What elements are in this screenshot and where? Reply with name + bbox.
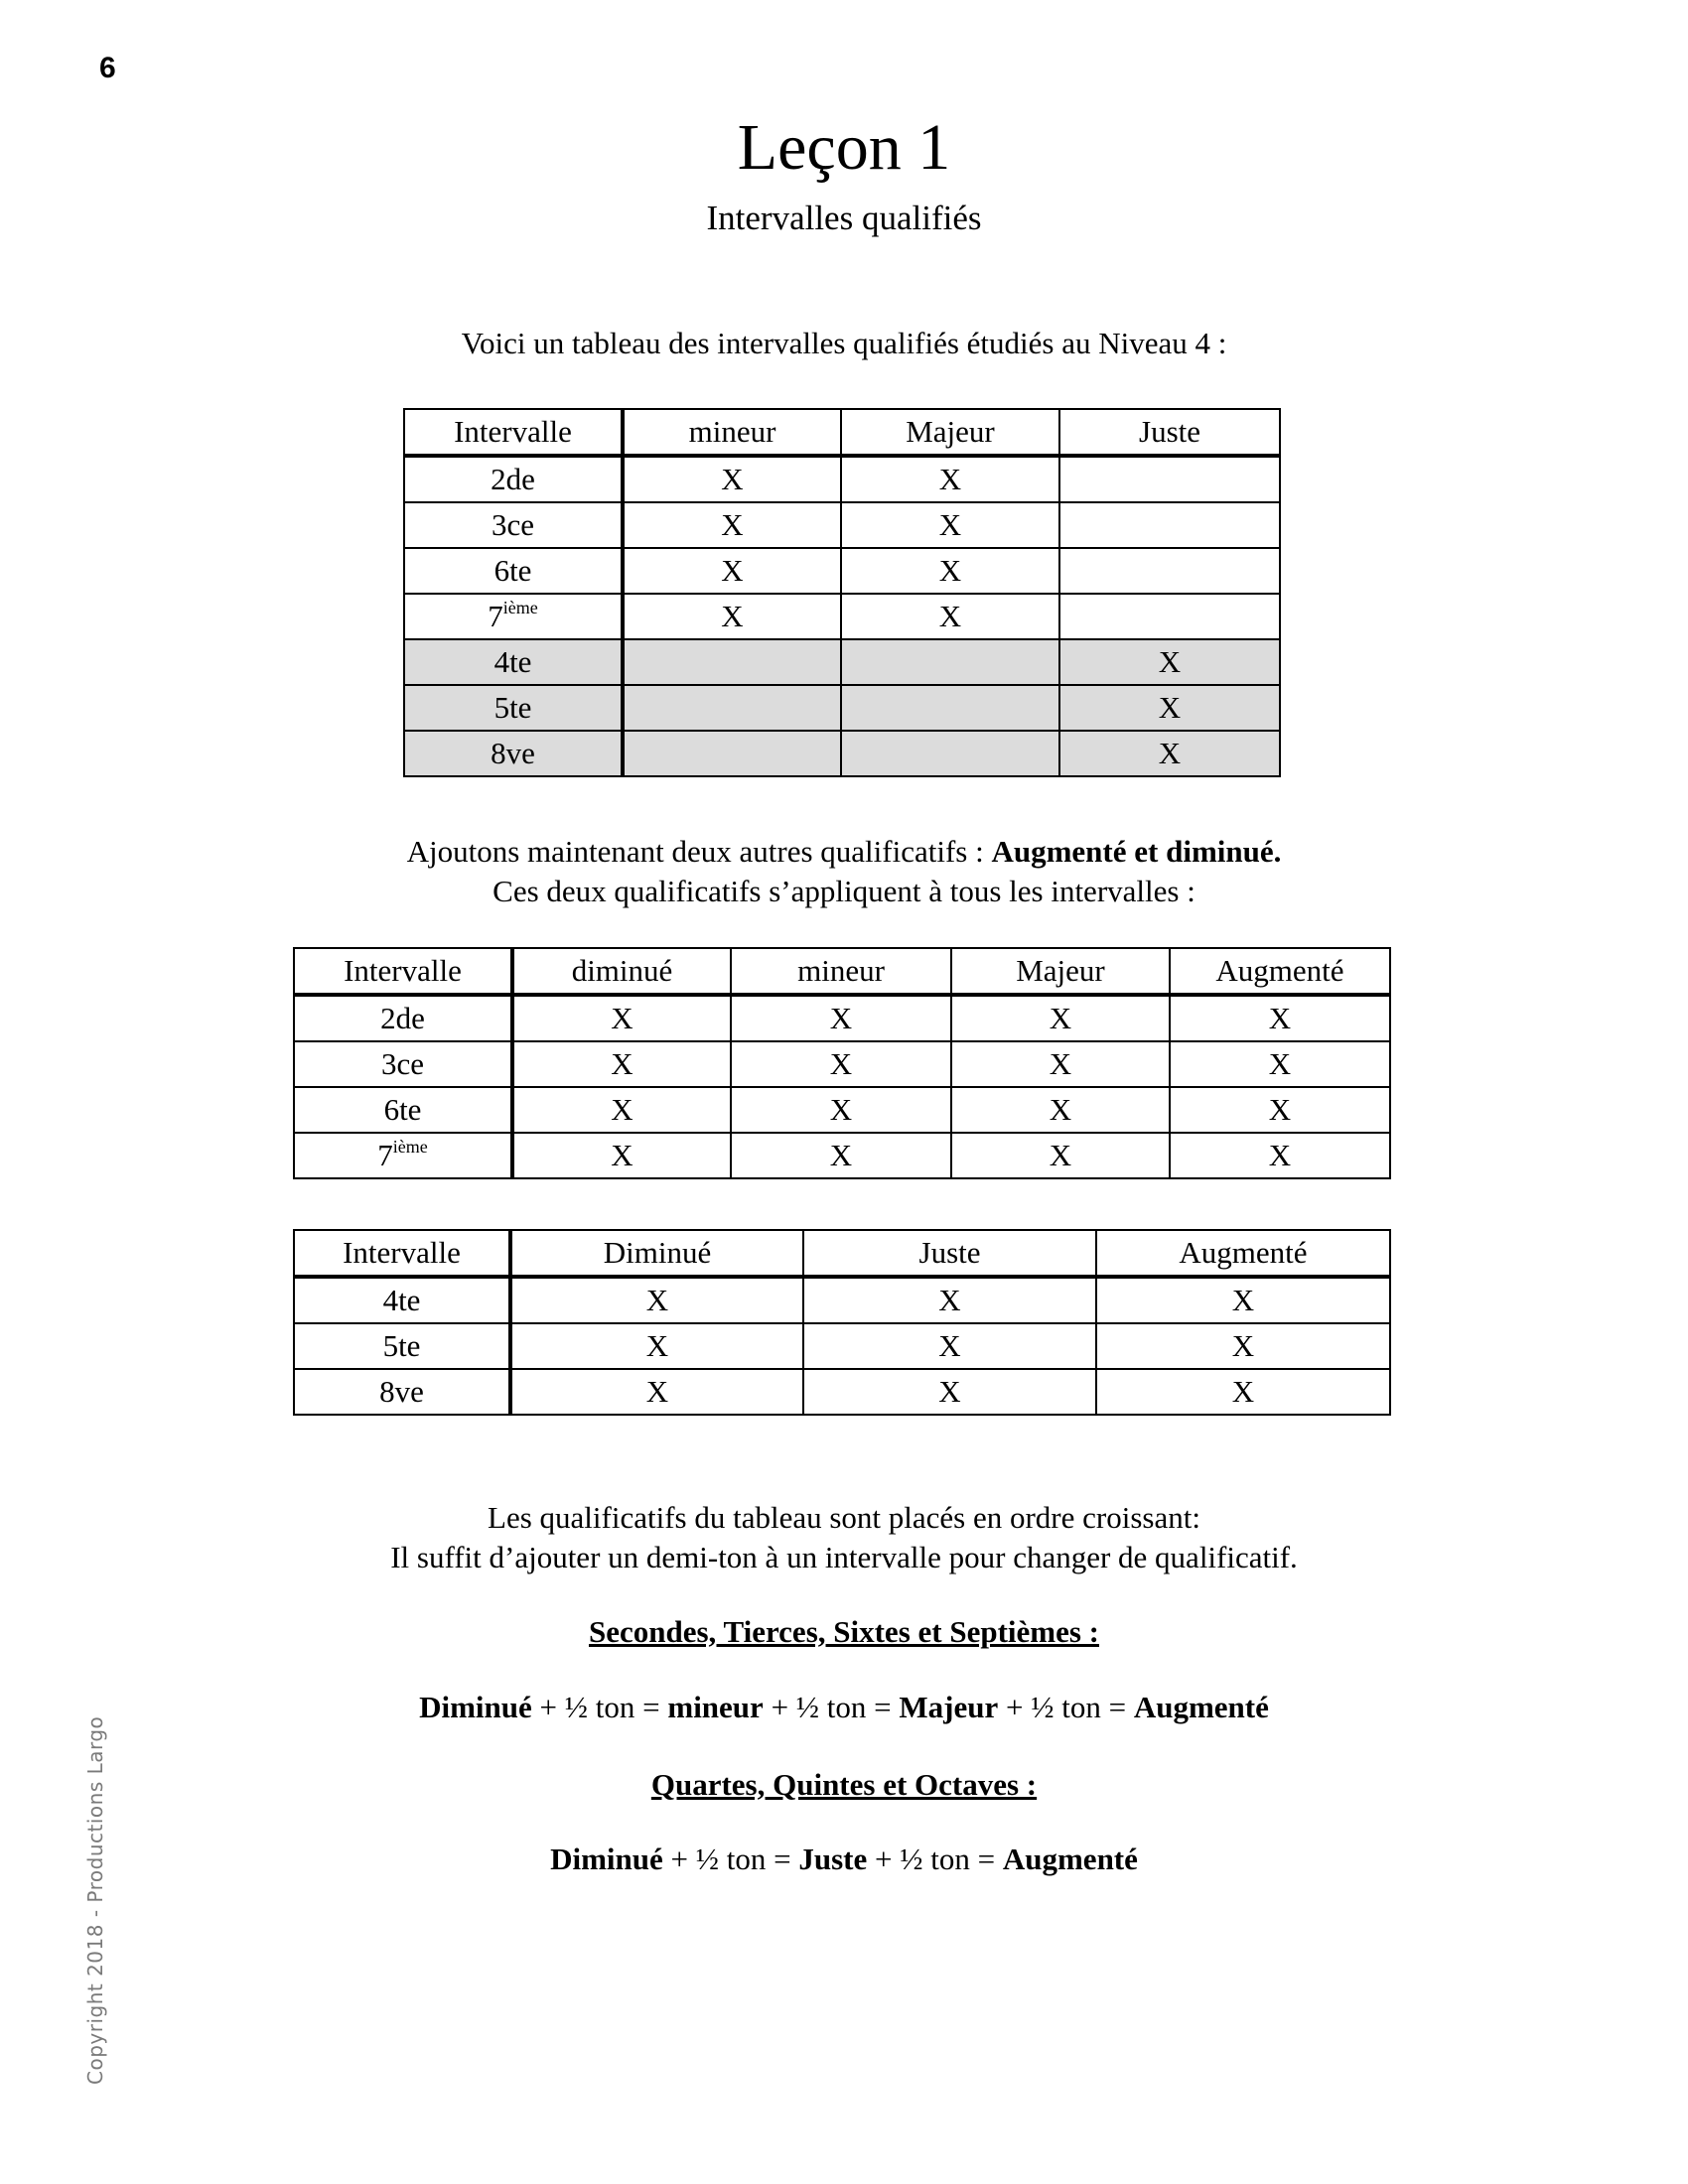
table-cell: X <box>841 548 1059 594</box>
table-cell: X <box>512 1041 731 1087</box>
table-cell: X <box>951 1041 1170 1087</box>
column-header: mineur <box>731 948 951 995</box>
table-cell <box>623 685 841 731</box>
formula-term: Diminué <box>419 1690 532 1724</box>
row-label-text: 8ve <box>491 736 535 770</box>
row-label <box>294 1041 512 1087</box>
table-cell: X <box>803 1323 1096 1369</box>
column-header: Juste <box>803 1230 1096 1277</box>
column-header: Majeur <box>951 948 1170 995</box>
table-cell: X <box>510 1323 803 1369</box>
row-label <box>294 995 512 1041</box>
row-label-text: 7 <box>488 599 503 633</box>
table-cell <box>1059 502 1280 548</box>
table-row <box>294 1133 1390 1178</box>
intervals-table-extended <box>293 947 1391 1179</box>
row-label <box>404 456 623 502</box>
table-row <box>294 1041 1390 1087</box>
row-label <box>404 685 623 731</box>
row-label-text: 2de <box>380 1001 425 1035</box>
formula-operator: + ½ ton = <box>531 1690 668 1724</box>
table-cell <box>1059 456 1280 502</box>
column-header-interval: Intervalle <box>294 1230 510 1277</box>
table-cell: X <box>623 594 841 639</box>
formula-operator: + ½ ton = <box>867 1842 1003 1876</box>
table-row <box>294 1277 1390 1323</box>
table-cell: X <box>1170 995 1390 1041</box>
row-label <box>404 731 623 776</box>
column-header: mineur <box>623 409 841 456</box>
table-cell: X <box>951 995 1170 1041</box>
table-cell: X <box>951 1133 1170 1178</box>
intro-text: Voici un tableau des intervalles qualifiés étudiés au Niveau 4 : <box>461 326 1227 360</box>
lesson-subtitle: Intervalles qualifiés <box>706 199 982 237</box>
row-label-text: 7 <box>377 1138 393 1172</box>
table-cell <box>841 731 1059 776</box>
copyright-notice: Copyright 2018 - Productions Largo <box>83 1715 107 2085</box>
row-label-text: 6te <box>383 1092 422 1127</box>
column-header: Augmenté <box>1096 1230 1390 1277</box>
table-header-row <box>294 948 1390 995</box>
order-line-1: Les qualificatifs du tableau sont placés en ordre croissant: <box>488 1500 1200 1535</box>
table-cell: X <box>623 502 841 548</box>
table-cell: X <box>1059 639 1280 685</box>
intervals-table-perfect <box>293 1229 1391 1416</box>
row-label <box>404 594 623 639</box>
table-cell: X <box>623 456 841 502</box>
order-explanation <box>0 1498 1688 1577</box>
table-row <box>294 1323 1390 1369</box>
formula-fourths <box>0 1842 1688 1877</box>
table-cell: X <box>1059 685 1280 731</box>
formula-term: Majeur <box>899 1690 999 1724</box>
row-label <box>294 1087 512 1133</box>
formula-term: mineur <box>667 1690 764 1724</box>
formula-term: Diminué <box>550 1842 663 1876</box>
table-header-row <box>404 409 1280 456</box>
table-cell <box>623 731 841 776</box>
intervals-table-level4 <box>403 408 1281 777</box>
qualifiers-intro-bold: Augmenté et diminué. <box>991 834 1282 869</box>
column-header: Majeur <box>841 409 1059 456</box>
table-cell: X <box>731 1041 951 1087</box>
table-cell: X <box>1096 1277 1390 1323</box>
table-cell <box>1059 548 1280 594</box>
table-cell: X <box>512 1133 731 1178</box>
table-cell: X <box>803 1369 1096 1415</box>
table-cell: X <box>1170 1087 1390 1133</box>
formula-term: Juste <box>798 1842 868 1876</box>
table-cell: X <box>623 548 841 594</box>
row-label <box>294 1277 510 1323</box>
section-heading-fourths: Quartes, Quintes et Octaves : <box>650 1767 1038 1802</box>
row-label <box>294 1133 512 1178</box>
table-row <box>404 456 1280 502</box>
column-header: diminué <box>512 948 731 995</box>
table-cell: X <box>841 502 1059 548</box>
qualifiers-intro <box>0 832 1688 911</box>
row-label-text: 6te <box>493 553 532 588</box>
page-number: 6 <box>99 52 116 84</box>
row-label-text: 3ce <box>491 507 535 542</box>
table-cell: X <box>731 1087 951 1133</box>
table-row <box>404 731 1280 776</box>
column-header: Juste <box>1059 409 1280 456</box>
row-label-text: 3ce <box>380 1046 425 1081</box>
row-label <box>294 1369 510 1415</box>
row-label-text: 4te <box>493 644 532 679</box>
table-cell: X <box>512 995 731 1041</box>
qualifiers-intro-text: Ajoutons maintenant deux autres qualificatifs : <box>406 834 992 869</box>
table-cell: X <box>803 1277 1096 1323</box>
column-header: Augmenté <box>1170 948 1390 995</box>
table-header-row <box>294 1230 1390 1277</box>
lesson-title: Leçon 1 <box>737 111 951 184</box>
table-cell: X <box>841 456 1059 502</box>
table-cell: X <box>1096 1323 1390 1369</box>
row-label-superscript: ième <box>502 598 538 617</box>
table-cell: X <box>1170 1133 1390 1178</box>
table-row <box>294 995 1390 1041</box>
row-label-text: 8ve <box>379 1374 424 1409</box>
formula-operator: + ½ ton = <box>662 1842 799 1876</box>
table-cell: X <box>841 594 1059 639</box>
formula-term: Augmenté <box>1133 1690 1269 1724</box>
formula-operator: + ½ ton = <box>763 1690 900 1724</box>
table-cell <box>841 639 1059 685</box>
table-cell: X <box>1059 731 1280 776</box>
table-row <box>294 1087 1390 1133</box>
row-label <box>404 639 623 685</box>
table-row <box>294 1369 1390 1415</box>
table-cell: X <box>731 1133 951 1178</box>
table-cell: X <box>510 1369 803 1415</box>
table-row <box>404 685 1280 731</box>
formula-term: Augmenté <box>1002 1842 1138 1876</box>
table-cell: X <box>1170 1041 1390 1087</box>
row-label <box>404 502 623 548</box>
row-label-text: 5te <box>382 1328 421 1363</box>
order-line-2: Il suffit d’ajouter un demi-ton à un intervalle pour changer de qualificatif. <box>390 1540 1298 1574</box>
column-header-interval: Intervalle <box>294 948 512 995</box>
table-cell: X <box>951 1087 1170 1133</box>
table-cell: X <box>1096 1369 1390 1415</box>
table-cell <box>841 685 1059 731</box>
table-cell: X <box>510 1277 803 1323</box>
row-label-superscript: ième <box>392 1137 428 1157</box>
table-cell <box>623 639 841 685</box>
row-label <box>294 1323 510 1369</box>
formula-seconds <box>0 1690 1688 1725</box>
section-heading-seconds: Secondes, Tierces, Sixtes et Septièmes : <box>588 1614 1099 1649</box>
table-row <box>404 594 1280 639</box>
column-header-interval: Intervalle <box>404 409 623 456</box>
column-header: Diminué <box>510 1230 803 1277</box>
row-label-text: 5te <box>493 690 532 725</box>
table-row <box>404 548 1280 594</box>
formula-operator: + ½ ton = <box>998 1690 1134 1724</box>
table-cell: X <box>731 995 951 1041</box>
qualifiers-apply-text: Ces deux qualificatifs s’appliquent à tous les intervalles : <box>492 874 1196 908</box>
row-label <box>404 548 623 594</box>
row-label-text: 4te <box>382 1283 421 1317</box>
row-label-text: 2de <box>491 462 535 496</box>
table-row <box>404 639 1280 685</box>
table-row <box>404 502 1280 548</box>
table-cell: X <box>512 1087 731 1133</box>
table-cell <box>1059 594 1280 639</box>
